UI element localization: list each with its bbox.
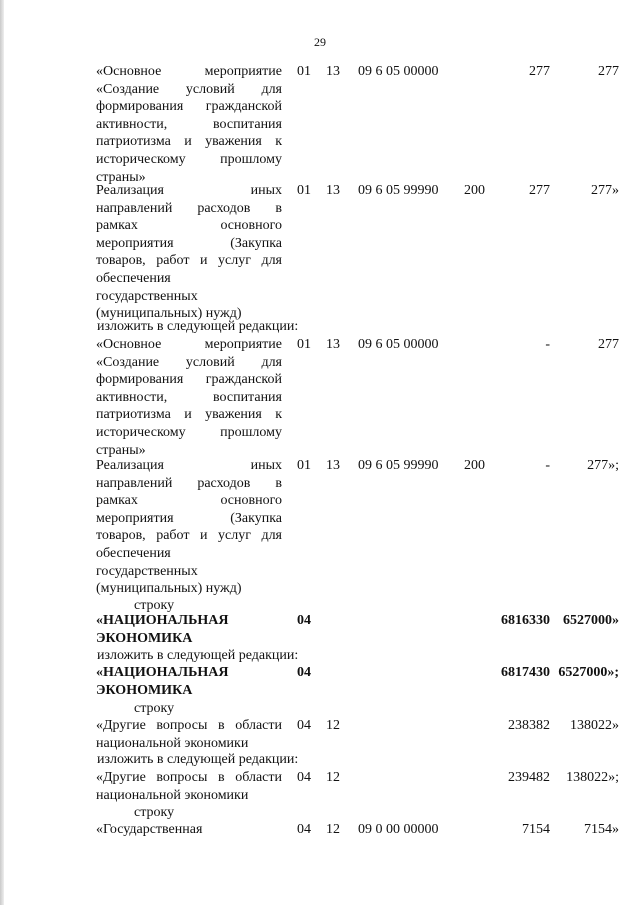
row-pr: 13 (326, 458, 340, 473)
row-value-1: 7154 (522, 822, 550, 837)
row-value-2: 7154» (584, 822, 619, 837)
row-value-1: 238382 (508, 718, 550, 733)
row-rz: 01 (297, 458, 311, 473)
page-number: 29 (314, 35, 326, 49)
row-value-2: 138022»; (566, 770, 619, 785)
row-value-1: 277 (529, 183, 550, 198)
row-rz: 04 (297, 770, 311, 785)
row-rz: 04 (297, 665, 311, 680)
row-rz: 01 (297, 64, 311, 79)
row-name: «Другие вопросы в области национальной экономики (96, 718, 282, 751)
row-csr: 09 6 05 99990 (358, 458, 439, 473)
row-value-2: 277» (591, 183, 619, 198)
row-value-1: 277 (529, 64, 550, 79)
row-name: «Государственная (96, 822, 203, 837)
row-pr: 13 (326, 337, 340, 352)
row-value-1: 6817430 (501, 665, 550, 680)
row-rz: 01 (297, 337, 311, 352)
row-value-1: 6816330 (501, 613, 550, 628)
row-csr: 09 6 05 00000 (358, 337, 439, 352)
row-csr: 09 6 05 00000 (358, 64, 439, 79)
row-value-2: 277»; (587, 458, 619, 473)
row-pr: 12 (326, 822, 340, 837)
row-value-2: 6527000» (563, 613, 619, 628)
row-pr: 12 (326, 718, 340, 733)
row-pr: 13 (326, 183, 340, 198)
row-value-1: - (545, 458, 550, 473)
row-rz: 04 (297, 822, 311, 837)
row-rz: 04 (297, 613, 311, 628)
row-name: Реализация иных направлений расходов в рамках основного мероприятия (Закупка товаров, работ и услуг для обеспечения государственных (муниципальных) нужд) (96, 458, 282, 597)
row-value-2: 138022» (570, 718, 619, 733)
row-pr: 13 (326, 64, 340, 79)
row-rz: 04 (297, 718, 311, 733)
scan-edge (0, 0, 4, 905)
row-value-1: - (545, 337, 550, 352)
row-value-2: 277 (598, 337, 619, 352)
row-name: «Основное мероприятие «Создание условий для формирования гражданской активности, воспитания патриотизма и уважения к историческому прошлому страны» (96, 64, 282, 185)
row-name: «НАЦИОНАЛЬНАЯ ЭКОНОМИКА (96, 613, 229, 646)
row-value-1: 239482 (508, 770, 550, 785)
row-pr: 12 (326, 770, 340, 785)
row-name: «Основное мероприятие «Создание условий для формирования гражданской активности, воспитания патриотизма и уважения к историческому прошлому страны» (96, 337, 282, 458)
row-csr: 09 0 00 00000 (358, 822, 439, 837)
row-vr: 200 (464, 183, 485, 198)
row-value-2: 6527000»; (558, 665, 619, 680)
row-name: «НАЦИОНАЛЬНАЯ ЭКОНОМИКА (96, 665, 229, 698)
row-csr: 09 6 05 99990 (358, 183, 439, 198)
row-name: «Другие вопросы в области национальной экономики (96, 770, 282, 803)
row-name: Реализация иных направлений расходов в рамках основного мероприятия (Закупка товаров, работ и услуг для обеспечения государственных (муниципальных) нужд) (96, 183, 282, 322)
row-value-2: 277 (598, 64, 619, 79)
row-rz: 01 (297, 183, 311, 198)
row-vr: 200 (464, 458, 485, 473)
